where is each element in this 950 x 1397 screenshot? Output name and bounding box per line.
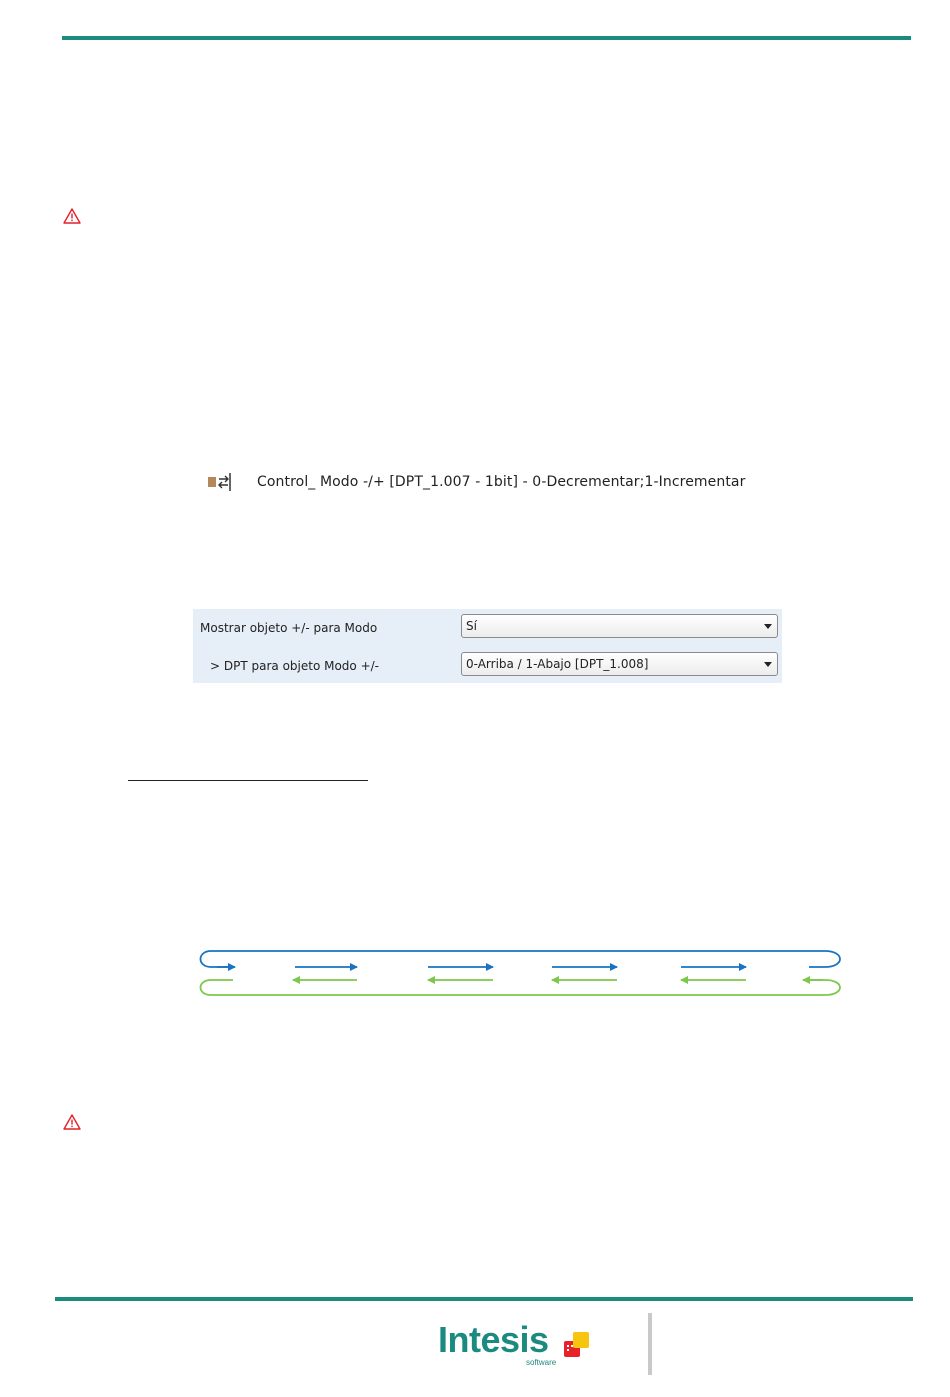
parameter-panel: [193, 609, 782, 683]
header-rule: [62, 36, 911, 40]
warning-icon: [63, 208, 81, 224]
parameter-label-show-object: Mostrar objeto +/- para Modo: [200, 621, 378, 635]
chevron-down-icon: [764, 624, 772, 629]
section-underline: [128, 780, 368, 781]
logo-subtext: software: [526, 1358, 557, 1367]
logo-mark-icon: [564, 1331, 592, 1361]
parameter-label-dpt: > DPT para objeto Modo +/-: [210, 659, 379, 673]
dpt-select[interactable]: [461, 652, 778, 676]
communication-object-row: [207, 470, 807, 494]
parameter-row-show-object: [193, 609, 782, 646]
parameter-row-dpt: [193, 646, 782, 683]
chevron-down-icon: [764, 662, 772, 667]
communication-object-label: Control_ Modo -/+ [DPT_1.007 - 1bit] - 0-Decrementar;1-Incrementar: [257, 474, 746, 490]
forward-loop-arrow: [201, 951, 841, 967]
warning-icon: [63, 1114, 81, 1130]
logo-wordmark: Intesis: [438, 1319, 549, 1360]
show-object-select-value: Sí: [466, 619, 477, 633]
communication-object-icon: [207, 471, 233, 493]
backward-loop-arrow: [201, 980, 841, 995]
intesis-logo: [438, 1320, 598, 1372]
dpt-select-value: 0-Arriba / 1-Abajo [DPT_1.008]: [466, 657, 649, 671]
mode-cycle-diagram: [195, 940, 845, 1002]
footer-rule: [55, 1297, 913, 1301]
footer-divider: [648, 1313, 652, 1375]
show-object-select[interactable]: [461, 614, 778, 638]
